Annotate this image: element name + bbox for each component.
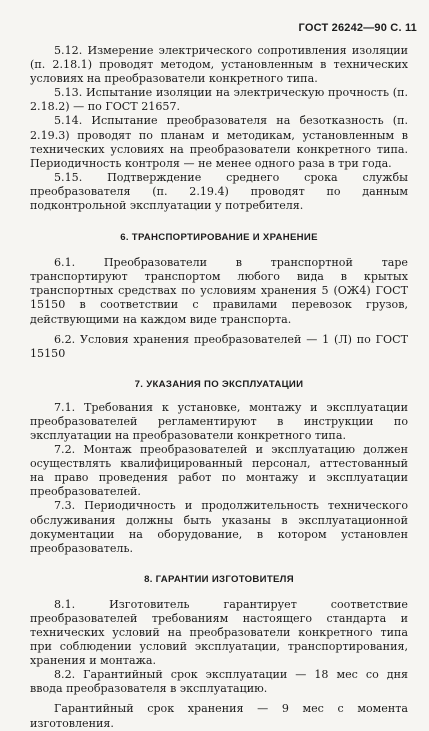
paragraph-5-13: 5.13. Испытание изоляции на электрическую прочность (п. 2.18.2) — по ГОСТ 21657.: [30, 86, 408, 114]
paragraph-6-1: 6.1. Преобразователи в транспортной таре транспортируют транспортом любого вида в крытых транспортных средствах по условиям хранения 5 (ОЖ4) ГОСТ 15150 в соответствии с правилами перевозок грузов, действующими на каждом виде транспорта.: [30, 256, 408, 326]
section-8: [30, 574, 408, 731]
paragraph-8-2: 8.2. Гарантийный срок эксплуатации — 18 мес со дня ввода преобразователя в эксплуатацию.: [30, 668, 408, 696]
paragraph-5-15: 5.15. Подтверждение среднего срока службы преобразователя (п. 2.19.4) проводят по данным подконтрольной эксплуатации у потребителя.: [30, 170, 408, 213]
page-header: ГОСТ 26242—90 С. 11: [298, 22, 417, 34]
section-heading: 8. ГАРАНТИИ ИЗГОТОВИТЕЛЯ: [144, 573, 294, 585]
section-5-continuation: [30, 44, 408, 213]
paragraph-8-1: 8.1. Изготовитель гарантирует соответствие преобразователей требованиям настоящего стандарта и технических условий на преобразователи конкретного типа при соблюдении условий эксплуатации, транспортирования, хранения и монтажа.: [30, 597, 408, 668]
paragraph-6-2: 6.2. Условия хранения преобразователей — 1 (Л) по ГОСТ 15150: [30, 332, 408, 360]
section-heading: 7. УКАЗАНИЯ ПО ЭКСПЛУАТАЦИИ: [134, 378, 304, 390]
section-6: [30, 232, 408, 361]
paragraph-7-2: 7.2. Монтаж преобразователей и эксплуатацию должен осуществлять квалифицированный персонал, аттестованный на право проведения работ по монтажу и эксплуатации преобразователей.: [30, 443, 408, 499]
section-heading: 6. ТРАНСПОРТИРОВАНИЕ И ХРАНЕНИЕ: [120, 232, 318, 244]
paragraph-5-14: 5.14. Испытание преобразователя на безотказность (п. 2.19.3) проводят по планам и методикам, установленным в технических условиях на преобразователи конкретного типа. Периодичность контроля — не менее одного раза в три года.: [30, 114, 408, 170]
paragraph-5-12: 5.12. Измерение электрического сопротивления изоляции (п. 2.18.1) проводят методом, установленным в технических условиях на преобразователи конкретного типа.: [30, 44, 408, 86]
section-7: [30, 379, 408, 556]
paragraph-7-1: 7.1. Требования к установке, монтажу и эксплуатации преобразователей регламентируют в инструкции по эксплуатации на преобразователи конкретного типа.: [30, 400, 408, 442]
paragraph-warranty-storage: Гарантийный срок хранения — 9 мес с момента изготовления.: [30, 702, 408, 730]
document-body: [30, 44, 408, 731]
paragraph-7-3: 7.3. Периодичность и продолжительность технического обслуживания должны быть указаны в эксплуатационной документации на оборудование, в котором установлен преобразователь.: [30, 499, 408, 555]
